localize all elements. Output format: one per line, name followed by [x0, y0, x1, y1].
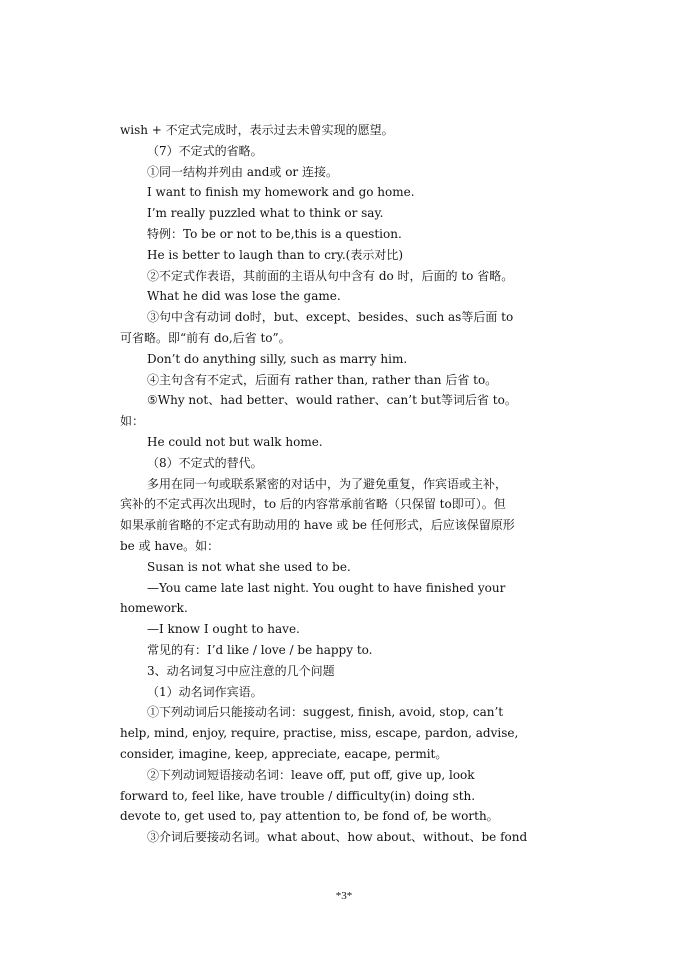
- text-line: wish + 不定式完成时，表示过去未曾实现的愿望。: [120, 123, 394, 137]
- document-body: [120, 120, 572, 848]
- page-number: *3*: [335, 890, 353, 902]
- text-line: —I know I ought to have.: [147, 622, 300, 637]
- text-line: be 或 have。如：: [120, 538, 220, 553]
- text-line: He could not but walk home.: [147, 434, 323, 449]
- text-line: ①下列动词后只能接动名词：suggest, finish, avoid, stop, can’t: [147, 705, 504, 720]
- text-line: ⑤Why not、had better、would rather、can’t but等词后省 to。: [147, 393, 517, 408]
- text-line: 多用在同一句或联系紧密的对话中，为了避免重复，作宾语或主补，: [147, 476, 508, 491]
- text-line: 3、动名词复习中应注意的几个问题: [147, 663, 335, 678]
- text-line: ④主句含有不定式，后面有 rather than, rather than 后省 to。: [147, 372, 498, 387]
- text-line: 可省略。即“前有 do,后省 to”。: [120, 330, 291, 345]
- text-line: ③介词后要接动名词。what about、how about、without、be fond: [147, 830, 528, 845]
- text-line: ②下列动词短语接动名词：leave off, put off, give up, look: [147, 767, 475, 782]
- text-line: 宾补的不定式再次出现时，to 后的内容常承前省略（只保留 to即可）。但: [120, 497, 506, 512]
- text-line: ②不定式作表语，其前面的主语从句中含有 do 时，后面的 to 省略。: [147, 268, 514, 283]
- text-line: devote to, get used to, pay attention to, be fond of, be worth。: [120, 809, 499, 824]
- text-line: 特例：To be or not to be,this is a question.: [147, 226, 402, 241]
- text-line: （7）不定式的省略。: [147, 143, 263, 158]
- text-line: —You came late last night. You ought to have finished your: [147, 580, 506, 595]
- text-line: homework.: [120, 601, 188, 616]
- text-line: 常见的有：I’d like / love / be happy to.: [147, 642, 373, 657]
- text-line: I’m really puzzled what to think or say.: [147, 206, 384, 221]
- text-line: 如果承前省略的不定式有助动用的 have 或 be 任何形式，后应该保留原形: [120, 518, 515, 533]
- text-line: 如：: [120, 414, 145, 429]
- text-line: （8）不定式的替代。: [147, 455, 263, 470]
- text-line: consider, imagine, keep, appreciate, eacape, permit。: [120, 746, 448, 761]
- text-line: （1）动名词作宾语。: [147, 684, 263, 699]
- text-line: Susan is not what she used to be.: [147, 559, 351, 574]
- text-line: What he did was lose the game.: [147, 289, 341, 304]
- text-line: forward to, feel like, have trouble / difficulty(in) doing sth.: [120, 788, 476, 803]
- text-line: Don’t do anything silly, such as marry him.: [147, 351, 408, 366]
- text-line: I want to finish my homework and go home.: [147, 185, 415, 200]
- text-line: help, mind, enjoy, require, practise, miss, escape, pardon, advise,: [120, 726, 519, 741]
- text-line: ③句中含有动词 do时，but、except、besides、such as等后面 to: [147, 310, 514, 325]
- text-line: He is better to laugh than to cry.(表示对比): [147, 247, 404, 262]
- text-line: ①同一结构并列由 and或 or 连接。: [147, 164, 338, 179]
